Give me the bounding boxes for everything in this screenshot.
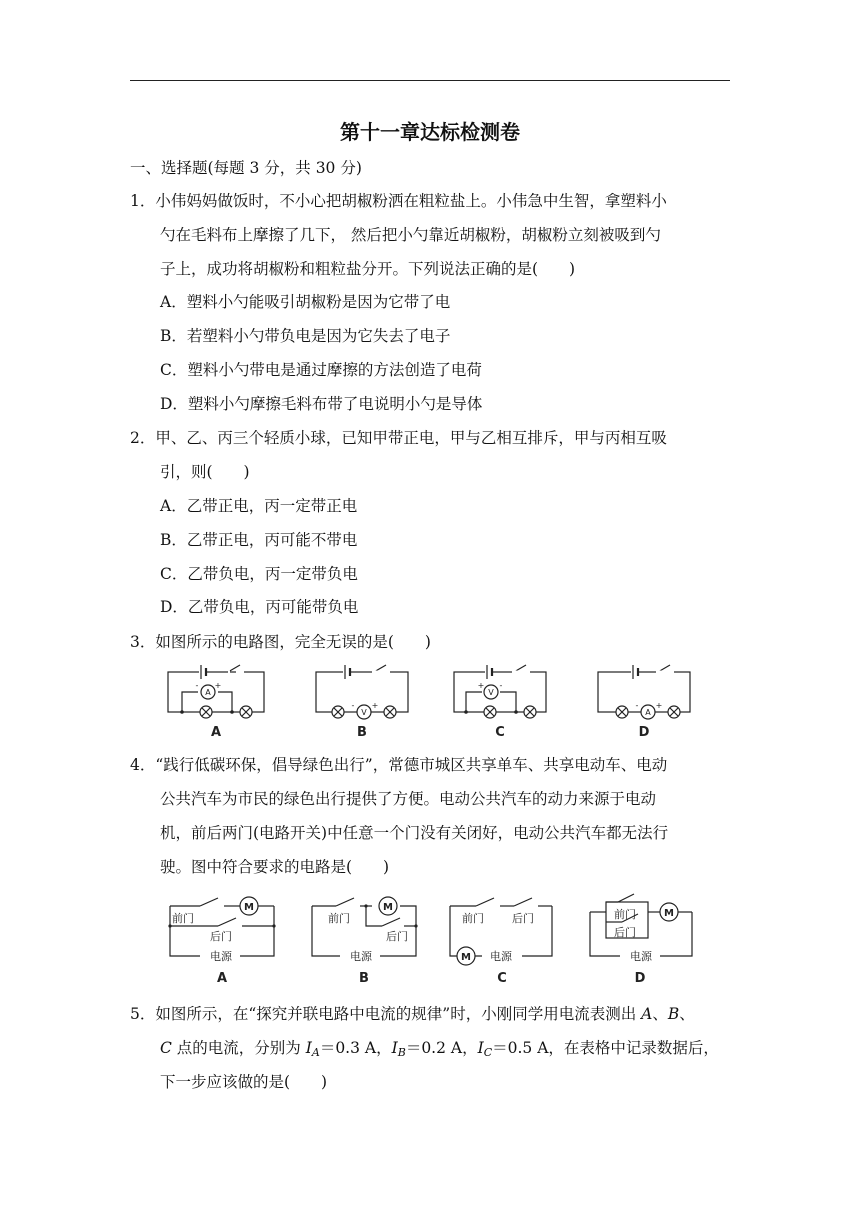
header-rule bbox=[130, 80, 730, 81]
current-symbol: I bbox=[477, 1039, 484, 1057]
figure-label-c: C bbox=[497, 971, 507, 986]
q4-line-1: 4．“践行低碳环保，倡导绿色出行”，常德市城区共享单车、共享电动车、电动 bbox=[130, 756, 668, 774]
point-a: A bbox=[641, 1005, 653, 1023]
q3-line: 3．如图所示的电路图，完全无误的是( ) bbox=[130, 633, 431, 651]
figure-label-a: A bbox=[216, 971, 228, 986]
circuit-a bbox=[168, 665, 264, 718]
label-power: 电源 bbox=[210, 950, 232, 963]
label-back-door: 后门 bbox=[614, 926, 636, 939]
q5-line-2 bbox=[160, 1038, 719, 1063]
plus-sign: + bbox=[477, 681, 485, 690]
ammeter-symbol: A bbox=[205, 688, 211, 697]
label-front-door: 前门 bbox=[462, 912, 484, 925]
point-b: B bbox=[667, 1005, 680, 1023]
label-power: 电源 bbox=[490, 950, 512, 963]
figure-label-b: B bbox=[357, 725, 367, 740]
figure-label-d: D bbox=[638, 725, 650, 740]
q3-circuit-figures bbox=[160, 660, 700, 742]
label-front-door: 前门 bbox=[614, 908, 636, 921]
q2-option-b: B．乙带正电，丙可能不带电 bbox=[160, 531, 358, 549]
motor-symbol: M bbox=[461, 952, 471, 963]
q5-text: 点的电流，分别为 bbox=[171, 1039, 306, 1057]
q2-line-2: 引，则( ) bbox=[160, 463, 250, 481]
label-front-door: 前门 bbox=[172, 912, 194, 925]
q1-option-b: B．若塑料小勺带负电是因为它失去了电子 bbox=[160, 327, 451, 345]
q1-option-c: C．塑料小勺带电是通过摩擦的方法创造了电荷 bbox=[160, 361, 482, 379]
label-back-door: 后门 bbox=[210, 930, 232, 943]
current-value-c: ＝0.5 A，在表格中记录数据后， bbox=[492, 1039, 719, 1057]
current-subscript: A bbox=[311, 1046, 320, 1059]
q2-option-d: D．乙带负电，丙可能带负电 bbox=[160, 598, 359, 616]
current-subscript: B bbox=[397, 1046, 406, 1059]
q5-line-3: 下一步应该做的是( ) bbox=[160, 1073, 328, 1091]
plus-sign: + bbox=[371, 701, 379, 710]
q1-line-1: 1．小伟妈妈做饭时，不小心把胡椒粉洒在粗粒盐上。小伟急中生智，拿塑料小 bbox=[130, 192, 667, 210]
motor-symbol: M bbox=[383, 902, 393, 913]
voltmeter-symbol: V bbox=[488, 688, 494, 697]
q1-option-d: D．塑料小勺摩擦毛料布带了电说明小勺是导体 bbox=[160, 395, 483, 413]
motor-symbol: M bbox=[664, 908, 674, 919]
page-title: 第十一章达标检测卷 bbox=[340, 120, 520, 144]
q2-line-1: 2．甲、乙、丙三个轻质小球，已知甲带正电，甲与乙相互排斥，甲与丙相互吸 bbox=[130, 429, 667, 447]
minus-sign: - bbox=[635, 701, 639, 710]
separator: 、 bbox=[679, 1005, 695, 1023]
section-heading: 一、选择题(每题 3 分，共 30 分) bbox=[130, 159, 362, 177]
q1-option-a: A．塑料小勺能吸引胡椒粉是因为它带了电 bbox=[160, 293, 451, 311]
current-value-a: ＝0.3 A， bbox=[319, 1039, 392, 1057]
voltmeter-symbol: V bbox=[361, 708, 367, 717]
q1-line-2: 勺在毛料布上摩擦了几下， 然后把小勺靠近胡椒粉，胡椒粉立刻被吸到勺 bbox=[160, 226, 661, 244]
motor-symbol: M bbox=[244, 902, 254, 913]
current-symbol: I bbox=[305, 1039, 312, 1057]
current-symbol: I bbox=[391, 1039, 398, 1057]
q5-text: 5．如图所示，在“探究并联电路中电流的规律”时，小刚同学用电流表测出 bbox=[130, 1005, 642, 1023]
separator: 、 bbox=[652, 1005, 668, 1023]
circuit-d bbox=[598, 665, 690, 719]
circuit-c bbox=[454, 665, 546, 718]
figure-label-a: A bbox=[210, 725, 222, 740]
plus-sign: + bbox=[214, 681, 222, 690]
label-power: 电源 bbox=[630, 950, 652, 963]
q2-option-a: A．乙带正电，丙一定带正电 bbox=[160, 497, 358, 515]
ammeter-symbol: A bbox=[645, 708, 651, 717]
label-power: 电源 bbox=[350, 950, 372, 963]
current-value-b: ＝0.2 A， bbox=[405, 1039, 478, 1057]
q2-option-c: C．乙带负电，丙一定带负电 bbox=[160, 565, 358, 583]
figure-label-b: B bbox=[359, 971, 369, 986]
label-back-door: 后门 bbox=[386, 930, 408, 943]
circuit-a bbox=[170, 897, 274, 956]
q4-circuit-figures bbox=[160, 888, 710, 988]
plus-sign: + bbox=[655, 701, 663, 710]
q4-line-3: 机，前后两门(电路开关)中任意一个门没有关闭好，电动公共汽车都无法行 bbox=[160, 824, 669, 842]
circuit-b bbox=[312, 897, 416, 956]
q1-line-3: 子上，成功将胡椒粉和粗粒盐分开。下列说法正确的是( ) bbox=[160, 260, 576, 278]
label-back-door: 后门 bbox=[512, 912, 534, 925]
figure-label-d: D bbox=[634, 971, 646, 986]
label-front-door: 前门 bbox=[328, 912, 350, 925]
q4-line-2: 公共汽车为市民的绿色出行提供了方便。电动公共汽车的动力来源于电动 bbox=[160, 790, 657, 808]
current-subscript: C bbox=[483, 1046, 493, 1059]
minus-sign: - bbox=[499, 681, 503, 690]
circuit-d bbox=[590, 894, 692, 956]
q4-line-4: 驶。图中符合要求的电路是( ) bbox=[160, 858, 390, 876]
point-c: C bbox=[160, 1039, 172, 1057]
minus-sign: - bbox=[195, 681, 199, 690]
minus-sign: - bbox=[351, 701, 355, 710]
q5-line-1 bbox=[130, 1004, 695, 1024]
figure-label-c: C bbox=[495, 725, 505, 740]
